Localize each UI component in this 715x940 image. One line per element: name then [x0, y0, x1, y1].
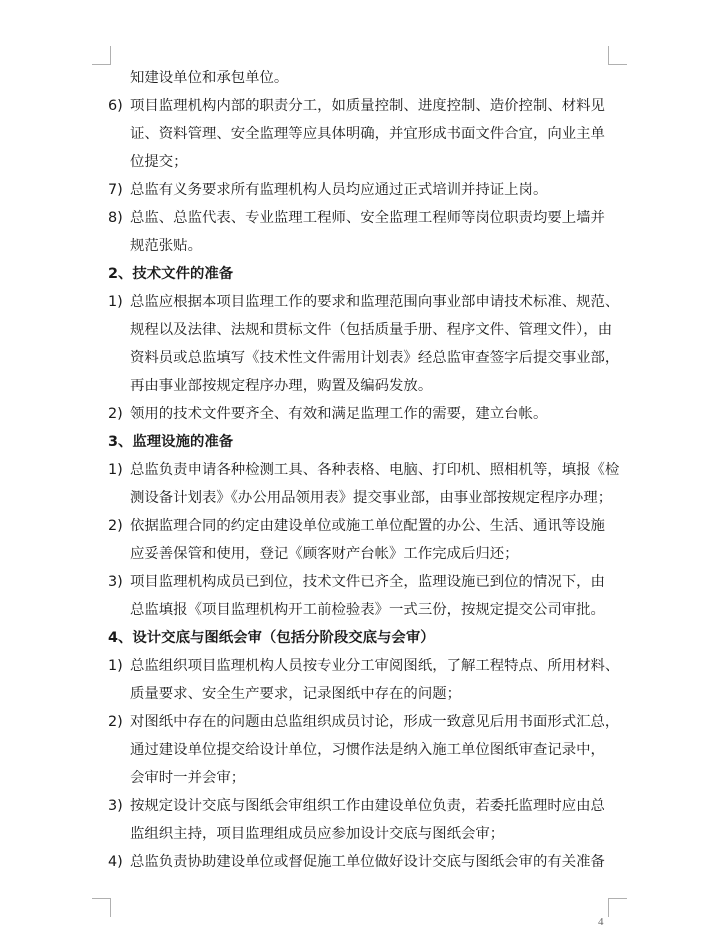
list-item-number: 2): [108, 518, 123, 534]
continuation-line: [108, 736, 613, 764]
list-item-text: 总监负责申请各种检测工具、各种表格、电脑、打印机、照相机等，填报《检: [130, 462, 620, 478]
continuation-line: [108, 820, 613, 848]
list-item: [108, 652, 620, 680]
line-text: 知建设单位和承包单位。: [130, 70, 289, 86]
list-item-text: 对图纸中存在的问题由总监组织成员讨论，形成一致意见后用书面形式汇总，: [130, 714, 620, 730]
continuation-line: [108, 764, 613, 792]
list-item-text: 总监、总监代表、专业监理工程师、安全监理工程师等岗位职责均要上墙并: [130, 210, 605, 226]
list-item-number: 3): [108, 574, 123, 590]
continuation-line: [108, 344, 620, 372]
list-item-text: 总监负责协助建设单位或督促施工单位做好设计交底与图纸会审的有关准备: [130, 854, 605, 870]
list-item-text: 领用的技术文件要齐全、有效和满足监理工作的需要，建立台帐。: [130, 406, 548, 422]
continuation-line: [108, 484, 613, 512]
line-text: 会审时一并会审；: [130, 770, 246, 786]
list-item-text: 项目监理机构成员已到位，技术文件已齐全，监理设施已到位的情况下，由: [130, 574, 605, 590]
list-item-number: 1): [108, 658, 123, 674]
list-item-text: 项目监理机构内部的职责分工，如质量控制、进度控制、造价控制、材料见: [130, 98, 605, 114]
section-heading: [108, 624, 613, 652]
continuation-line: [108, 148, 613, 176]
continuation-line: [108, 680, 613, 708]
list-item-text: 总监有义务要求所有监理机构人员均应通过正式培训并持证上岗。: [130, 182, 548, 198]
line-text: 质量要求、安全生产要求，记录图纸中存在的问题；: [130, 686, 461, 702]
line-text: 证、资料管理、安全监理等应具体明确，并宜形成书面文件合宜，向业主单: [130, 126, 605, 142]
list-item-text: 依据监理合同的约定由建设单位或施工单位配置的办公、生活、通讯等设施: [130, 518, 605, 534]
list-item-number: 6): [108, 98, 123, 114]
heading-text: 4、设计交底与图纸会审（包括分阶段交底与会审）: [108, 630, 435, 646]
list-item: [108, 568, 613, 596]
line-text: 监组织主持，项目监理组成员应参加设计交底与图纸会审；: [130, 826, 505, 842]
section-heading: [108, 428, 613, 456]
list-item-text: 总监应根据本项目监理工作的要求和监理范围向事业部申请技术标准、规范、: [130, 294, 620, 310]
list-item: [108, 204, 613, 232]
list-item: [108, 176, 613, 204]
list-item: [108, 792, 613, 820]
list-item: [108, 288, 620, 316]
list-item-number: 3): [108, 798, 123, 814]
continuation-line: [108, 316, 613, 344]
list-item-number: 1): [108, 294, 123, 310]
line-text: 再由事业部按规定程序办理，购置及编码发放。: [130, 378, 433, 394]
line-text: 资料员或总监填写《技术性文件需用计划表》经总监审查签字后提交事业部，: [130, 350, 620, 366]
crop-mark-top-right: [608, 46, 627, 65]
list-item: [108, 400, 613, 428]
list-item-text: 总监组织项目监理机构人员按专业分工审阅图纸，了解工程特点、所用材料、: [130, 658, 620, 674]
line-text: 应妥善保管和使用，登记《顾客财产台帐》工作完成后归还；: [130, 546, 519, 562]
continuation-line: [108, 372, 613, 400]
heading-text: 3、监理设施的准备: [108, 434, 234, 450]
list-item-number: 8): [108, 210, 123, 226]
line-text: 规范张贴。: [130, 238, 202, 254]
continuation-line: [108, 120, 613, 148]
line-text: 通过建设单位提交给设计单位，习惯作法是纳入施工单位图纸审查记录中，: [130, 742, 605, 758]
document-body: [108, 64, 620, 876]
list-item-number: 7): [108, 182, 123, 198]
continuation-line: [108, 540, 613, 568]
heading-text: 2、技术文件的准备: [108, 266, 234, 282]
list-item: [108, 708, 620, 736]
list-item-number: 2): [108, 714, 123, 730]
list-item: [108, 92, 613, 120]
list-item-number: 1): [108, 462, 123, 478]
line-text: 总监填报《项目监理机构开工前检验表》一式三份，按规定提交公司审批。: [130, 602, 605, 618]
section-heading: [108, 260, 613, 288]
crop-mark-bottom-left: [92, 898, 111, 917]
list-item: [108, 848, 613, 876]
line-text: 位提交；: [130, 154, 188, 170]
crop-mark-bottom-right: [608, 898, 627, 917]
line-text: 规程以及法律、法规和贯标文件（包括质量手册、程序文件、管理文件），由: [130, 322, 613, 338]
list-item-number: 4): [108, 854, 123, 870]
continuation-line: [108, 64, 613, 92]
continuation-line: [108, 232, 613, 260]
list-item: [108, 456, 620, 484]
crop-mark-top-left: [92, 46, 111, 65]
list-item-number: 2): [108, 406, 123, 422]
page-number: 4: [598, 916, 604, 928]
continuation-line: [108, 596, 613, 624]
list-item-text: 按规定设计交底与图纸会审组织工作由建设单位负责，若委托监理时应由总: [130, 798, 605, 814]
line-text: 测设备计划表》《办公用品领用表》提交事业部，由事业部按规定程序办理；: [130, 490, 613, 506]
list-item: [108, 512, 613, 540]
